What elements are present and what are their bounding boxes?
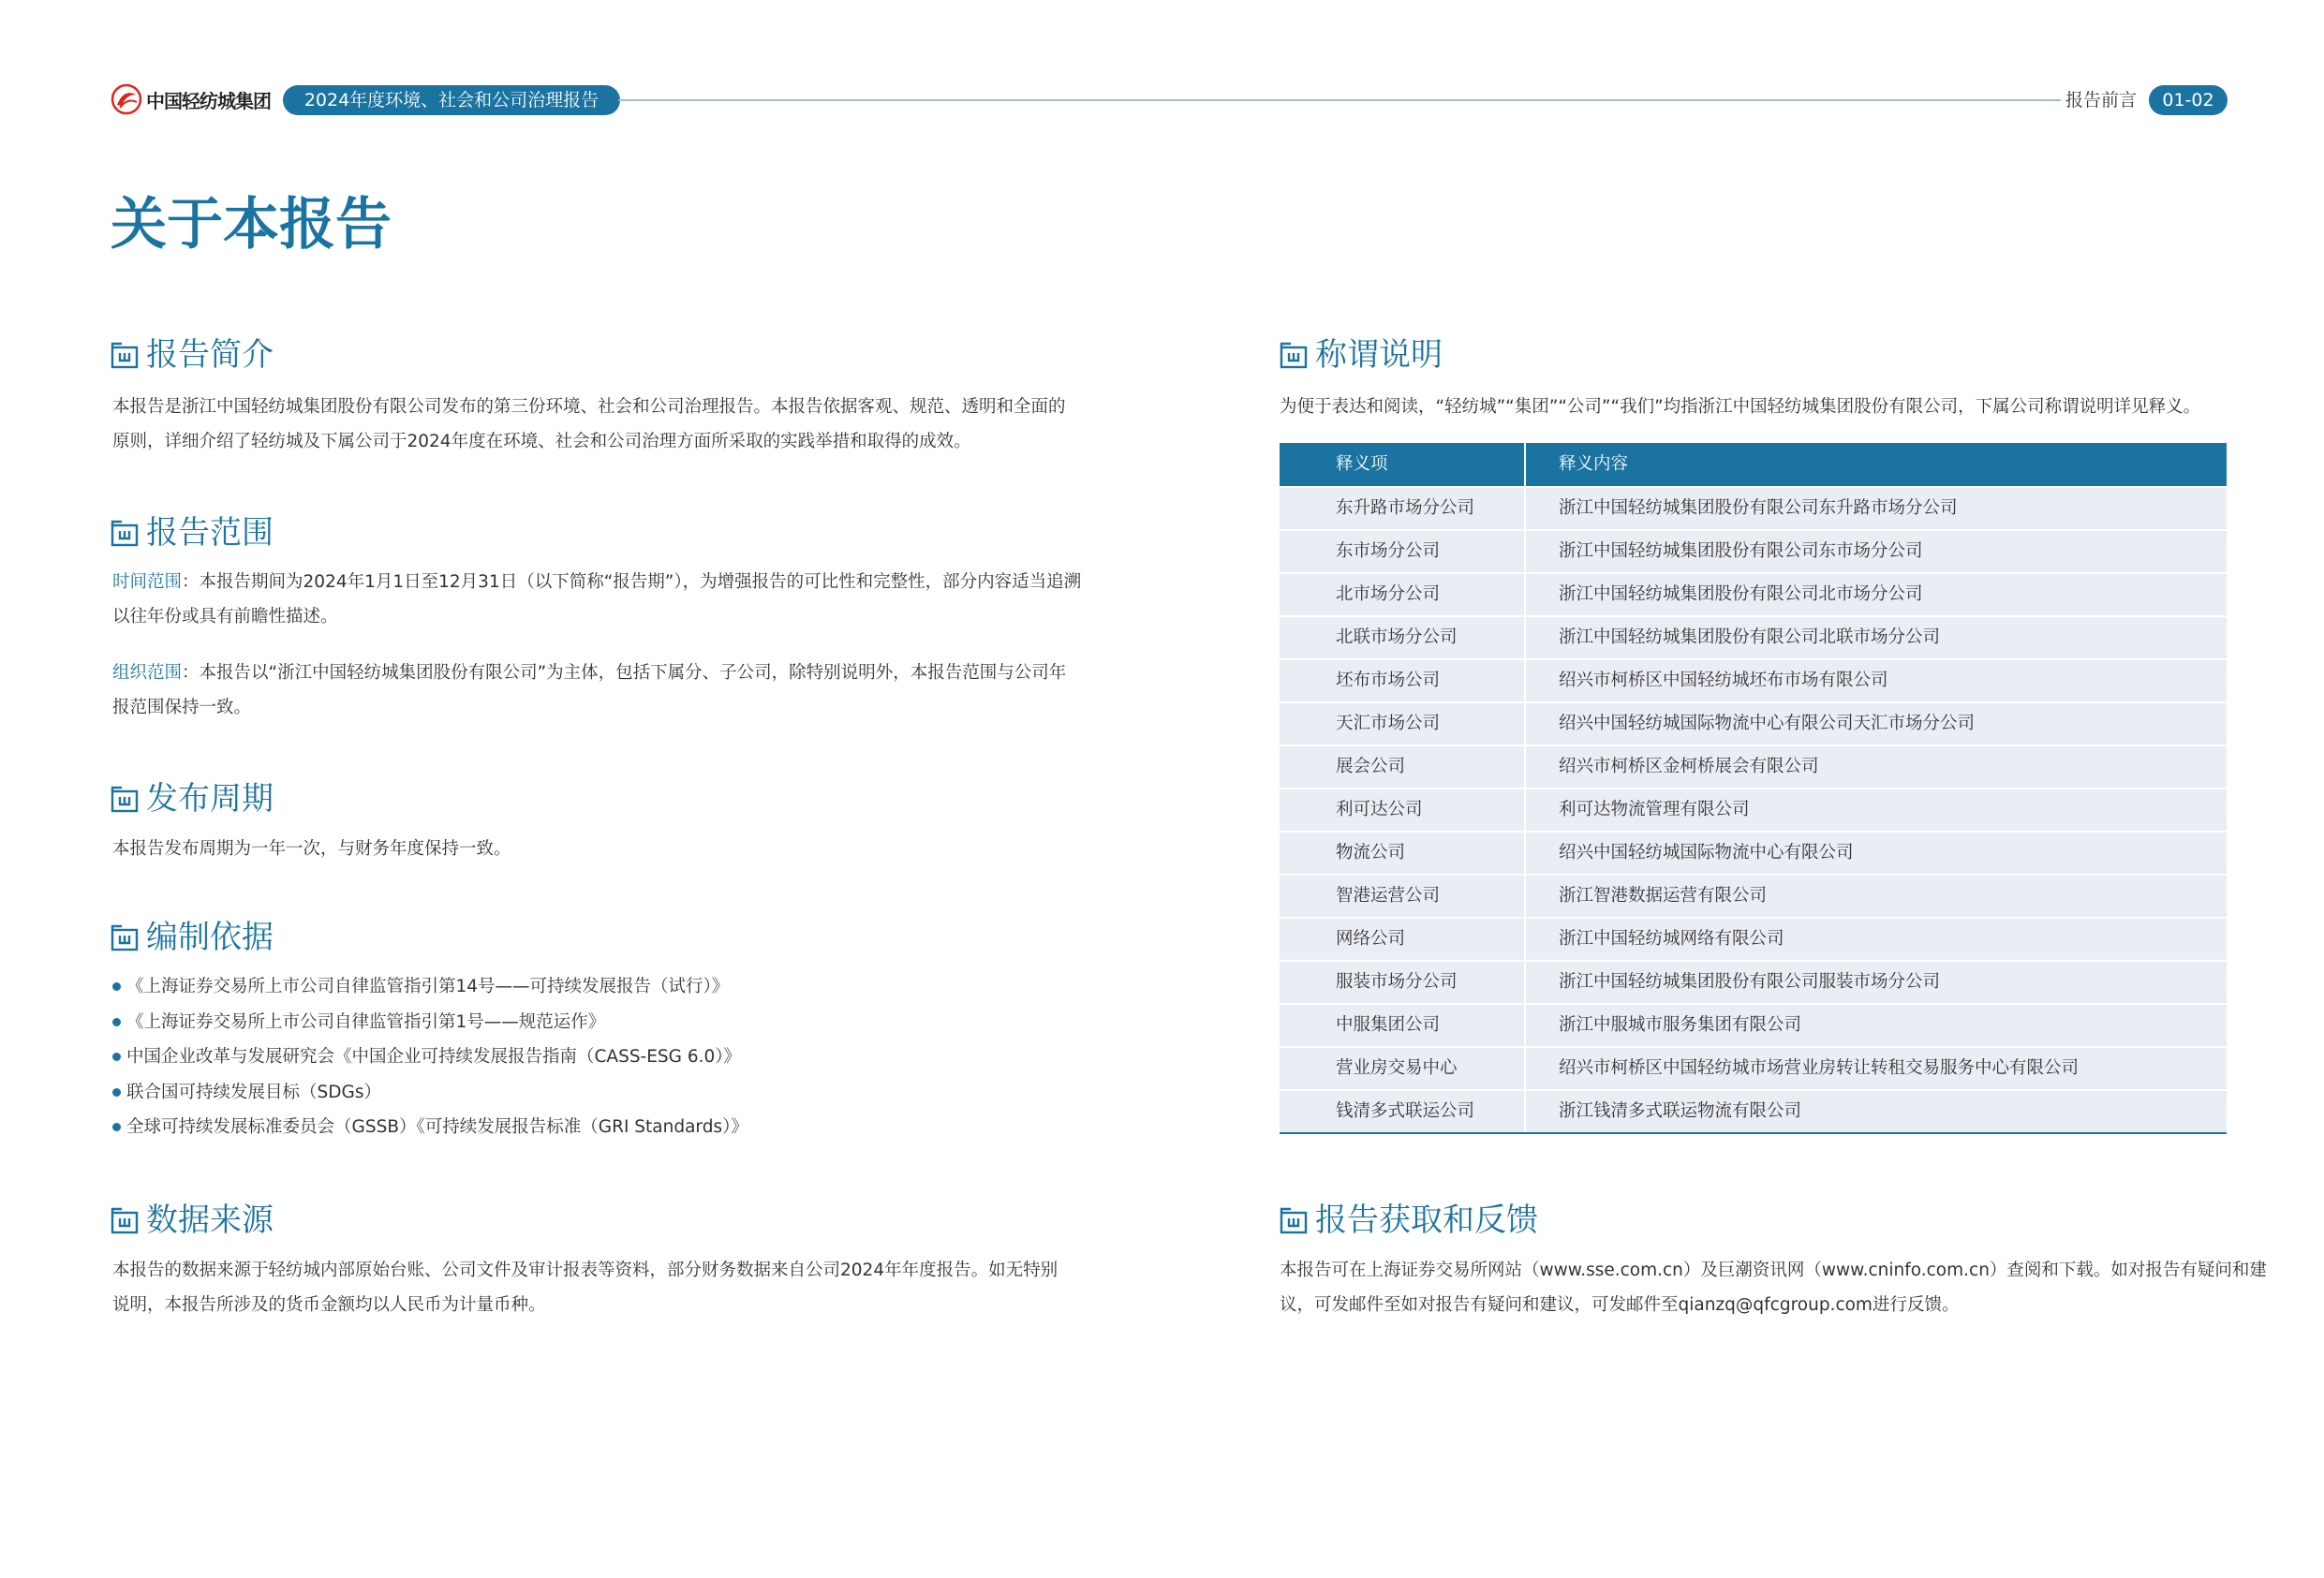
- table-cell-term: 利可达公司: [1280, 789, 1526, 831]
- access-paragraph: [1280, 1253, 2267, 1322]
- time-scope-label: 时间范围: [112, 572, 183, 592]
- list-item: [112, 969, 748, 1005]
- section-title: 数据来源: [146, 1202, 274, 1239]
- section-title: 发布周期: [146, 780, 274, 818]
- table-cell-definition: 浙江中国轻纺城集团股份有限公司东市场分公司: [1559, 541, 1923, 561]
- table-cell-definition: 浙江中国轻纺城集团股份有限公司服装市场分公司: [1559, 972, 1941, 992]
- list-item-text: 联合国可持续发展目标（SDGs）: [126, 1082, 381, 1102]
- text-line: 原则，详细介绍了轻纺城及下属公司于2024年度在环境、社会和公司治理方面所采取的实践举措和取得的成效。: [112, 432, 971, 451]
- report-title-badge: 2024年度环境、社会和公司治理报告: [283, 85, 620, 115]
- section-book-icon: [111, 1206, 139, 1234]
- text-line: 本报告的数据来源于轻纺城内部原始台账、公司文件及审计报表等资料，部分财务数据来自公司2024年年度报告。如无特别: [112, 1261, 1058, 1280]
- table-row: [1280, 789, 2227, 831]
- org-scope-text: ：本报告以“浙江中国轻纺城集团股份有限公司”为主体，包括下属分、子公司，除特别说明外，本报告范围与公司年: [182, 663, 1067, 683]
- table-cell-term: 北联市场分公司: [1280, 617, 1526, 658]
- table-cell-term: 中服集团公司: [1280, 1005, 1526, 1046]
- table-cell-definition: 绍兴市柯桥区金柯桥展会有限公司: [1559, 757, 1819, 776]
- section-book-icon: [111, 341, 139, 369]
- section-book-icon: [111, 923, 139, 951]
- text-line: 说明，本报告所涉及的货币金额均以人民币为计量币种。: [112, 1295, 546, 1315]
- bullet-dot-icon: [112, 1088, 121, 1097]
- table-cell-definition: 浙江中国轻纺城集团股份有限公司东升路市场分公司: [1559, 498, 1958, 518]
- section-book-icon: [111, 519, 139, 547]
- table-cell-term: 东市场分公司: [1280, 531, 1526, 572]
- table-cell-definition: 浙江中国轻纺城网络有限公司: [1559, 929, 1784, 949]
- table-row: [1280, 531, 2227, 572]
- table-row: [1280, 919, 2227, 960]
- text-line: [112, 656, 1068, 690]
- terms-intro: 为便于表达和阅读，“轻纺城”“集团”“公司”“我们”均指浙江中国轻纺城集团股份有限公司，下属公司称谓说明详见释义。: [1280, 397, 2201, 417]
- table-cell-term: 钱清多式联运公司: [1280, 1091, 1526, 1132]
- table-header: [1280, 443, 2227, 486]
- list-item-text: 《上海证券交易所上市公司自律监管指引第1号——规范运作》: [126, 1011, 606, 1032]
- section-book-icon: [111, 785, 139, 813]
- section-heading-access: [1280, 1201, 1538, 1240]
- section-heading-basis: [111, 918, 274, 957]
- basis-list: [112, 969, 748, 1145]
- table-cell-term: 天汇市场公司: [1280, 703, 1526, 745]
- cycle-paragraph: 本报告发布周期为一年一次，与财务年度保持一致。: [112, 839, 511, 859]
- table-row: [1280, 962, 2227, 1003]
- table-row: [1280, 574, 2227, 615]
- table-cell-definition: 浙江中国轻纺城集团股份有限公司北联市场分公司: [1559, 627, 1941, 647]
- section-label: 报告前言: [2065, 90, 2138, 111]
- company-logo: [111, 82, 275, 116]
- section-title: 称谓说明: [1315, 336, 1443, 374]
- bullet-dot-icon: [112, 1123, 121, 1131]
- page-number-badge: 01-02: [2149, 85, 2228, 115]
- table-row: [1280, 833, 2227, 874]
- table-cell-definition: 绍兴中国轻纺城国际物流中心有限公司天汇市场分公司: [1559, 714, 1976, 733]
- bullet-dot-icon: [112, 982, 121, 991]
- table-cell-definition: 利可达物流管理有限公司: [1559, 800, 1750, 819]
- table-cell-definition: 绍兴市柯桥区中国轻纺城坯布市场有限公司: [1559, 671, 1888, 690]
- intro-paragraph: [112, 390, 1068, 459]
- section-heading-intro: [111, 335, 274, 375]
- section-heading-data-source: [111, 1201, 274, 1240]
- table-row: [1280, 746, 2227, 788]
- table-cell-definition: 浙江中服城市服务集团有限公司: [1559, 1015, 1802, 1035]
- table-row: [1280, 876, 2227, 917]
- list-item: [112, 1110, 748, 1145]
- definitions-table: [1280, 443, 2227, 1134]
- table-row: [1280, 488, 2227, 529]
- time-scope-text: ：本报告期间为2024年1月1日至12月31日（以下简称“报告期”），为增强报告的可比性和完整性，部分内容适当追溯: [182, 572, 1082, 592]
- table-row: [1280, 1005, 2227, 1046]
- table-cell-definition: 浙江钱清多式联运物流有限公司: [1559, 1101, 1802, 1121]
- list-item-text: 中国企业改革与发展研究会《中国企业可持续发展报告指南（CASS-ESG 6.0）》: [126, 1047, 742, 1067]
- section-heading-scope: [111, 513, 274, 553]
- list-item: [112, 1005, 748, 1040]
- table-cell-term: 坯布市场公司: [1280, 660, 1526, 701]
- list-item-text: 《上海证券交易所上市公司自律监管指引第14号——可持续发展报告（试行）》: [126, 977, 730, 996]
- org-scope-paragraph: [112, 656, 1068, 725]
- data-source-paragraph: [112, 1253, 1068, 1322]
- table-row: [1280, 1048, 2227, 1089]
- time-scope-paragraph: [112, 565, 1082, 634]
- bullet-dot-icon: [112, 1018, 121, 1026]
- text-line: 报范围保持一致。: [112, 698, 252, 717]
- section-book-icon: [1280, 1206, 1308, 1234]
- list-item: [112, 1075, 748, 1111]
- table-cell-term: 物流公司: [1280, 833, 1526, 874]
- column-header-term: 释义项: [1280, 443, 1526, 486]
- table-cell-term: 服装市场分公司: [1280, 962, 1526, 1003]
- table-cell-definition: 绍兴市柯桥区中国轻纺城市场营业房转让转租交易服务中心有限公司: [1559, 1058, 2080, 1078]
- bullet-dot-icon: [112, 1053, 121, 1061]
- org-scope-label: 组织范围: [112, 663, 183, 683]
- section-heading-cycle: [111, 779, 274, 818]
- table-cell-definition: 绍兴中国轻纺城国际物流中心有限公司: [1559, 843, 1854, 863]
- column-header-definition: 释义内容: [1559, 454, 1629, 474]
- text-line: 本报告可在上海证券交易所网站（www.sse.com.cn）及巨潮资讯网（www.cninfo.com.cn）查阅和下载。如对报告有疑问和建: [1280, 1261, 2267, 1280]
- table-row: [1280, 703, 2227, 745]
- section-title: 报告范围: [146, 514, 274, 552]
- text-line: 本报告是浙江中国轻纺城集团股份有限公司发布的第三份环境、社会和公司治理报告。本报告依据客观、规范、透明和全面的: [112, 397, 1066, 417]
- table-cell-term: 营业房交易中心: [1280, 1048, 1526, 1089]
- header-divider: [618, 99, 2061, 101]
- table-cell-term: 东升路市场分公司: [1280, 488, 1526, 529]
- list-item: [112, 1040, 748, 1075]
- section-title: 报告获取和反馈: [1315, 1202, 1538, 1239]
- page-title: 关于本报告: [111, 192, 392, 258]
- section-heading-terms: [1280, 335, 1443, 375]
- text-line: 以往年份或具有前瞻性描述。: [112, 607, 338, 627]
- table-cell-term: 智港运营公司: [1280, 876, 1526, 917]
- text-line: 议，可发邮件至如对报告有疑问和建议，可发邮件至qianzq@qfcgroup.com进行反馈。: [1280, 1295, 1960, 1315]
- text-line: [112, 565, 1082, 599]
- table-cell-term: 网络公司: [1280, 919, 1526, 960]
- table-cell-definition: 浙江智港数据运营有限公司: [1559, 886, 1768, 906]
- section-title: 报告简介: [146, 336, 274, 374]
- table-row: [1280, 660, 2227, 701]
- table-cell-term: 北市场分公司: [1280, 574, 1526, 615]
- list-item-text: 全球可持续发展标准委员会（GSSB）《可持续发展报告标准（GRI Standards）》: [126, 1117, 748, 1137]
- section-title: 编制依据: [146, 919, 274, 956]
- table-cell-definition: 浙江中国轻纺城集团股份有限公司北市场分公司: [1559, 584, 1923, 604]
- section-book-icon: [1280, 341, 1308, 369]
- table-row: [1280, 1091, 2227, 1132]
- table-cell-term: 展会公司: [1280, 746, 1526, 788]
- table-row: [1280, 617, 2227, 658]
- logo-text: 中国轻纺城集团: [146, 89, 271, 112]
- logo-emblem-icon: [111, 83, 142, 115]
